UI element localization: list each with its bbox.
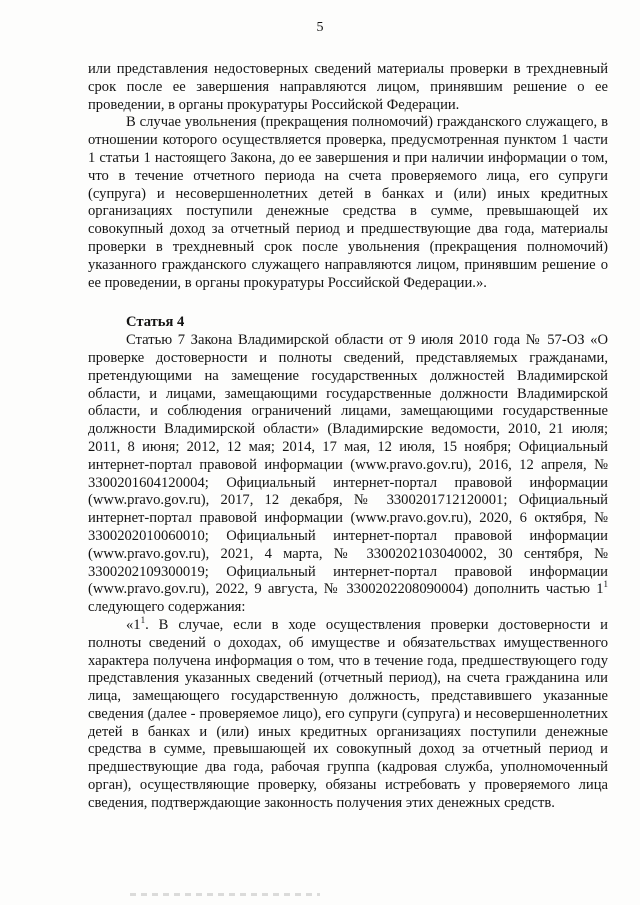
part-text: . В случае, если в ходе осуществления проверки достоверности и полноты сведений о доходах, об имуществе и обязательствах имущественного характера получена информация о том, что в течение года, предшествующего году представления указанных сведений (отчетный период), на счета гражданина или лица, замещающего государственную должность, представившего указанные сведения (далее - проверяемое лицо), его супруги (супруга) и несовершеннолетних детей в банках и (или) иных кредитных организациях поступили денежные средства в сумме, превышающей их совокупный доход за отчетный период и предшествующие два года, рабочая группа (кадровая служба, уполномоченный орган), осуществляющие проверку, обязаны истребовать у проверяемого лица сведения, подтверждающие законность получения этих денежных средств. xyxy=(88,616,608,811)
paragraph-dismissal-case: В случае увольнения (прекращения полномочий) гражданского служащего, в отношении которого осуществляется проверка, предусмотренная пунктом 1 части 1 статьи 1 настоящего Закона, до ее завершения и при наличии информации о том, что в течение отчетного периода на счета проверяемого лица, его супруги (супруга) и несовершеннолетних детей в банках и (или) иных кредитных организациях поступили денежные средства в сумме, превышающей их совокупный доход за отчетный период и предшествующие два года, материалы проверки в трехдневный срок после увольнения (прекращения полномочий) указанного гражданского служащего направляются лицом, принявшим решение о ее проведении, в органы прокуратуры Российской Федерации.». xyxy=(88,114,608,291)
paragraph-article-7-amendment xyxy=(88,332,608,617)
amendment-text-end: следующего содержания: xyxy=(88,599,246,616)
part-number-superscript: 1 xyxy=(140,615,146,626)
paragraph-continuation: или представления недостоверных сведений материалы проверки в трехдневный срок после ее завершения направляются лицом, принявшим решение о ее проведении, в органы прокуратуры Российской Федерации. xyxy=(88,61,608,113)
document-body xyxy=(88,61,608,813)
scan-artifact xyxy=(130,893,320,896)
part-number: «1 xyxy=(126,616,141,633)
page-number: 5 xyxy=(316,20,324,35)
paragraph-part-1-1 xyxy=(88,617,608,813)
article-heading: Статья 4 xyxy=(126,314,185,331)
superscript-marker: 1 xyxy=(603,579,608,590)
amendment-text: Статью 7 Закона Владимирской области от 9 июля 2010 года № 57-ОЗ «О проверке достоверности и полноты сведений, представляемых гражданами, претендующими на замещение государственных должностей Владимирской области, и лицами, замещающими государственные должности Владимирской области, и соблюдения ограничений лицами, замещающими государственные должности Владимирской области» (Владимирские ведомости, 2010, 21 июля; 2011, 8 июня; 2012, 12 мая; 2014, 17 мая, 12 июля, 15 ноября; Официальный интернет-портал правовой информации (www.pravo.gov.ru), 2016, 12 апреля, № 3300201604120004; Официальный интернет-портал правовой информации (www.pravo.gov.ru), 2017, 12 декабря, № 3300201712120001; Официальный интернет-портал правовой информации (www.pravo.gov.ru), 2020, 6 октября, № 3300202010060010; Официальный интернет-портал правовой информации (www.pravo.gov.ru), 2021, 4 марта, № 3300202103040002, 30 сентября, № 3300202109300019; Официальный интернет-портал правовой информации (www.pravo.gov.ru), 2022, 9 августа, № 3300202208090004) дополнить частью 1 xyxy=(88,332,608,598)
